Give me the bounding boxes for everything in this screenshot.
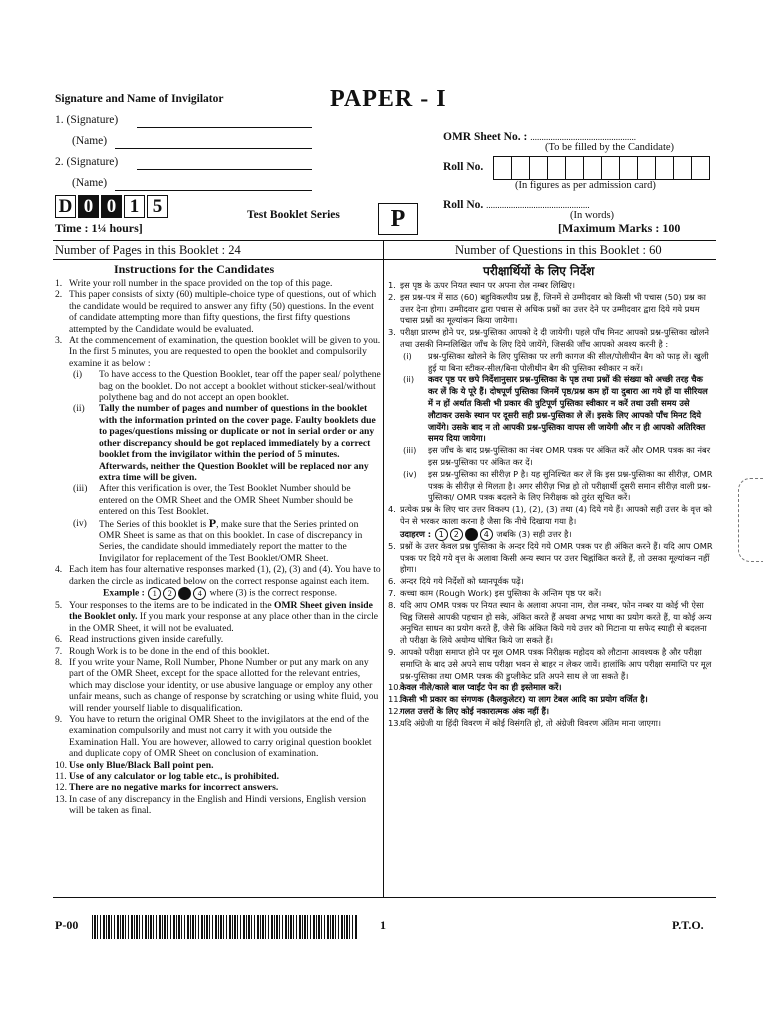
roll-digit-box[interactable]: [673, 156, 692, 180]
instruction-item: 4. Each item has four alternative responses marked (1), (2), (3) and (4). You have to darken the circle as indicated below on the correct response against each item.: [55, 564, 381, 587]
roll-digit-box[interactable]: [547, 156, 566, 180]
signature-1-label: 1. (Signature): [55, 114, 119, 126]
series-label: Test Booklet Series: [247, 209, 340, 221]
example-row: Example : 1 2 4 where (3) is the correct response.: [103, 587, 337, 599]
signature-2-line: [137, 169, 312, 170]
pages-count: Number of Pages in this Booklet : 24: [55, 243, 241, 257]
roll-label: Roll No.: [443, 161, 484, 173]
divider-bottom: [53, 897, 716, 898]
paper-title: PAPER - I: [330, 86, 447, 112]
code-char: D: [55, 195, 76, 218]
instruction-item: 8. If you write your Name, Roll Number, Phone Number or put any mark on any part of the OMR Sheet, except for the space allotted for the relevant entries, which may disclose your identity, or use abusive language or employ any other unfair means, such as change of response by scratching or using white fluid, you will render yourself liable to disqualification.: [55, 657, 379, 714]
instruction-item: 2. इस प्रश्न-पत्र में साठ (60) बहुविकल्पीय प्रश्न हैं, जिनमें से उम्मीदवार को किसी भी पचास (50) प्रश्न का उत्तर देना होगा। उम्मीदवार द्वारा पचास से अधिक प्रश्नों का उत्तर देने पर उम्मीदवार द्वारा दिये गये प्रथम पचास प्रश्नों का मूल्यांकन किया जायेगा।: [388, 291, 706, 326]
roll-digit-box[interactable]: [637, 156, 656, 180]
roll-digit-box[interactable]: [529, 156, 548, 180]
roll-digit-box[interactable]: [511, 156, 530, 180]
instruction-subitem: (ii) कवर पृष्ठ पर छपे निर्देशानुसार प्रश्न-पुस्तिका के पृष्ठ तथा प्रश्नों की संख्या को अच्छी तरह चैक कर लें कि ये पूरे हैं। दोषपूर्ण पुस्तिका जिनमें पृष्ठ/प्रश्न कम हों या दुबारा आ गये हों या सीरियल में न हों अर्थात किसी भी प्रकार की त्रुटिपूर्ण पुस्तिका स्वीकार न करें तथा उसी समय उसे लौटाकर उसके स्थान पर दूसरी सही प्रश्न-पुस्तिका ले लें। इसके लिए आपको पाँच मिनट दिये जायेंगे। उसके बाद न तो आपकी प्रश्न-पुस्तिका वापस ली जायेगी और न ही आपको अतिरिक्त समय दिया जायेगा।: [403, 374, 708, 444]
instruction-subitem: (i) To have access to the Question Booklet, tear off the paper seal/ polythene bag on the booklet. Do not accept a booklet without sticker-seal/without polythene bag and do not accept an open booklet.: [73, 369, 381, 404]
instruction-item: 11. Use of any calculator or log table etc., is prohibited.: [55, 771, 279, 783]
code-char: 0: [101, 195, 122, 218]
english-heading: Instructions for the Candidates: [114, 262, 275, 276]
instruction-subitem: (iii) इस जाँच के बाद प्रश्न-पुस्तिका का नंबर OMR पत्रक पर अंकित करें और OMR पत्रक का नंबर इस प्रश्न-पुस्तिका पर अंकित कर दें।: [403, 445, 711, 467]
instruction-item: 7. Rough Work is to be done in the end of this booklet.: [55, 645, 270, 657]
instruction-item: 9. You have to return the original OMR Sheet to the invigilators at the end of the examination compulsorily and must not carry it with you outside the Examination Hall. You are however, allowed to carry original question booklet and duplicate copy of OMR Sheet on conclusion of examination.: [55, 714, 372, 760]
code-char: 5: [147, 195, 168, 218]
roll-digit-box[interactable]: [493, 156, 512, 180]
instruction-item: 10. Use only Blue/Black Ball point pen.: [55, 759, 214, 771]
name-1-line: [115, 148, 312, 149]
english-instructions: [55, 278, 381, 817]
footer-code: P-00: [55, 918, 79, 932]
barcode: [92, 915, 357, 939]
instruction-subitem: (ii) Tally the number of pages and number of questions in the booklet with the information printed on the cover page. Faulty booklets due to pages/questions missing or duplicate or not in serial order or any other discrepancy should be got replaced immediately by a correct booklet from the invigilator within the period of 5 minutes. Afterwards, neither the Question Booklet will be replaced nor any extra time will be given.: [73, 403, 376, 483]
pto-label: P.T.O.: [672, 918, 704, 932]
instruction-item: 8. यदि आप OMR पत्रक पर नियत स्थान के अलावा अपना नाम, रोल नम्बर, फोन नम्बर या कोई भी ऐसा चिह्न जिससे आपकी पहचान हो सके, अंकित करते हैं अथवा अभद्र भाषा का प्रयोग करते हैं, या कोई अन्य अनुचित साधन का प्रयोग करते हैं, जैसे कि अंकित किये गये उत्तर को मिटाना या सफेद स्याही से बदलना तो परीक्षा के लिये अयोग्य घोषित किये जा सकते हैं।: [388, 599, 712, 646]
divider-top: [53, 240, 716, 241]
roll-digit-box[interactable]: [565, 156, 584, 180]
roll-digit-box[interactable]: [601, 156, 620, 180]
questions-count: Number of Questions in this Booklet : 60: [455, 243, 662, 257]
option-circle-4: 4: [193, 587, 206, 600]
roll-digit-box[interactable]: [691, 156, 710, 180]
roll-number-boxes[interactable]: [494, 156, 710, 180]
time-label: Time : 1¼ hours]: [55, 221, 143, 235]
option-circle-filled: [178, 587, 191, 600]
example-row: उदाहरण : 1 2 4 जबकि (3) सही उत्तर है।: [400, 528, 572, 539]
divider-mid: [53, 259, 716, 260]
instruction-subitem: (iv) The Series of this booklet is P, make sure that the Series printed on OMR Sheet is same as that on this booklet. In case of discrepancy in Series, the candidate should immediately report the matter to the Invigilator for replacement of the Test Booklet/OMR Sheet.: [73, 515, 363, 564]
instruction-item: 3. At the commencement of examination, the question booklet will be given to you. In the first 5 minutes, you are requested to open the booklet and compulsorily examine it as below :: [55, 335, 381, 369]
instruction-item: 13. In case of any discrepancy in the English and Hindi versions, English version will be taken as final.: [55, 793, 367, 817]
perforation-mark: [738, 478, 763, 562]
instruction-item: 11. किसी भी प्रकार का संगणक (कैलकुलेटर) या लाग टेबल आदि का प्रयोग वर्जित है।: [388, 694, 648, 705]
page-number: 1: [380, 918, 386, 932]
instruction-item: 13. यदि अंग्रेजी या हिंदी विवरण में कोई विसंगति हो, तो अंग्रेजी विवरण अंतिम माना जाएगा।: [388, 717, 661, 728]
instruction-item: 9. आपको परीक्षा समाप्त होने पर मूल OMR पत्रक निरीक्षक महोदय को लौटाना आवश्यक है और परीक्षा समाप्ति के बाद उसे अपने साथ परीक्षा भवन से बाहर न लेकर जायें। हालांकि आप परीक्षा समाप्ति पर मूल प्रश्न-पुस्तिका तथा OMR पत्रक की डुप्लीकेट प्रति अपने साथ ले जा सकते हैं।: [388, 646, 712, 681]
instruction-item: 4. प्रत्येक प्रश्न के लिए चार उत्तर विकल्प (1), (2), (3) तथा (4) दिये गये हैं। आपको सही उत्तर के वृत्त को पेन से भरकर काला करना है जैसा कि नीचे दिखाया गया है।: [388, 504, 712, 526]
instruction-subitem: (iv) इस प्रश्न-पुस्तिका का सीरीज़ P है। यह सुनिश्चित कर लें कि इस प्रश्न-पुस्तिका का सीरीज़, OMR पत्रक के सीरीज़ से मिलता है। अगर सीरीज़ भिन्न हो तो परीक्षार्थी दूसरी समान सीरीज़ वाली प्रश्न-पुस्तिका/ OMR पत्रक बदलने के लिए निरीक्षक को तुरंत सूचित करें।: [403, 468, 713, 503]
roll-digit-box[interactable]: [655, 156, 674, 180]
instruction-item: 3. परीक्षा प्रारम्भ होने पर, प्रश्न-पुस्तिका आपको दे दी जायेगी। पहले पाँच मिनट आपको प्रश्न-पुस्तिका खोलने तथा उसकी निम्नलिखित जाँच के लिए दिये जायेंगे, जिसकी जाँच आपको अवश्य करनी है :: [388, 327, 710, 349]
paper-code-boxes: [55, 195, 170, 218]
instruction-item: 6. Read instructions given inside carefully.: [55, 634, 224, 646]
series-box: P: [378, 203, 418, 235]
instruction-subitem: (i) प्रश्न-पुस्तिका खोलने के लिए पुस्तिका पर लगी कागज की सील/पोलीथीन बैग को फाड़ लें। खुली हुई या बिना स्टीकर-सील/बिना पोलीथीन बैग की पुस्तिका स्वीकार न करें।: [403, 350, 709, 373]
hindi-heading: परीक्षार्थियों के लिए निर्देश: [483, 264, 595, 278]
instruction-item: 12. गलत उत्तरों के लिए कोई नकारात्मक अंक नहीं हैं।: [388, 705, 550, 716]
hindi-instructions: [388, 280, 714, 729]
invigilator-heading: Signature and Name of Invigilator: [55, 93, 224, 105]
roll-digit-box[interactable]: [583, 156, 602, 180]
instruction-item: 6. अन्दर दिये गये निर्देशों को ध्यानपूर्वक पढ़ें।: [388, 576, 524, 587]
option-circle-1: 1: [148, 587, 161, 600]
option-circle-filled: [465, 528, 478, 541]
option-circle-1: 1: [435, 528, 448, 541]
name-2-line: [115, 190, 312, 191]
signature-1-line: [137, 127, 312, 128]
option-circle-2: 2: [163, 587, 176, 600]
instruction-item: 7. कच्चा काम (Rough Work) इस पुस्तिका के अन्तिम पृष्ठ पर करें।: [388, 587, 602, 598]
name-1-label: (Name): [72, 135, 108, 147]
option-circle-2: 2: [450, 528, 463, 541]
omr-label: OMR Sheet No. : ...............................................: [443, 131, 636, 143]
roll-digit-box[interactable]: [619, 156, 638, 180]
instruction-item: 1. Write your roll number in the space provided on the top of this page.: [55, 278, 333, 289]
max-marks: [Maximum Marks : 100: [558, 221, 681, 235]
roll-words-label: Roll No. ..............................................: [443, 199, 590, 211]
instruction-item: 5. Your responses to the items are to be indicated in the OMR Sheet given inside the Booklet only. If you mark your response at any place other than in the circle in the OMR Sheet, it will not be evaluated.: [55, 599, 379, 634]
roll-words-note: (In words): [570, 210, 615, 221]
instruction-item: 1. इस पृष्ठ के ऊपर नियत स्थान पर अपना रोल नम्बर लिखिए।: [388, 280, 576, 290]
option-circle-4: 4: [480, 528, 493, 541]
instruction-item: 5. प्रश्नों के उत्तर केवल प्रश्न पुस्तिका के अन्दर दिये गये OMR पत्रक पर ही अंकित करने हैं। यदि आप OMR पत्रक पर दिये गये वृत्त के अलावा किसी अन्य स्थान पर उत्तर चिह्नांकित करते हैं, तो उसका मूल्यांकन नहीं होगा।: [388, 540, 713, 575]
name-2-label: (Name): [72, 177, 108, 189]
roll-figures-note: (In figures as per admission card): [515, 180, 656, 191]
column-divider: [383, 240, 384, 897]
omr-note: (To be filled by the Candidate): [545, 142, 675, 153]
instruction-item: 10. केवल नीले/काले बाल प्वाईंट पेन का ही इस्तेमाल करें।: [388, 682, 562, 693]
signature-2-label: 2. (Signature): [55, 156, 119, 168]
instruction-item: 2. This paper consists of sixty (60) multiple-choice type of questions, out of which the candidate would be required to answer any fifty (50) questions. In the event of candidate attempting more than fifty questions, the first fifty questions attempted by the Candidate would be evaluated.: [55, 289, 377, 335]
code-char: 1: [124, 195, 145, 218]
instruction-subitem: (iii) After this verification is over, the Test Booklet Number should be entered on the OMR Sheet and the OMR Sheet Number should be entered on this Test Booklet.: [73, 483, 353, 518]
code-char: 0: [78, 195, 99, 218]
instruction-item: 12. There are no negative marks for incorrect answers.: [55, 782, 279, 794]
